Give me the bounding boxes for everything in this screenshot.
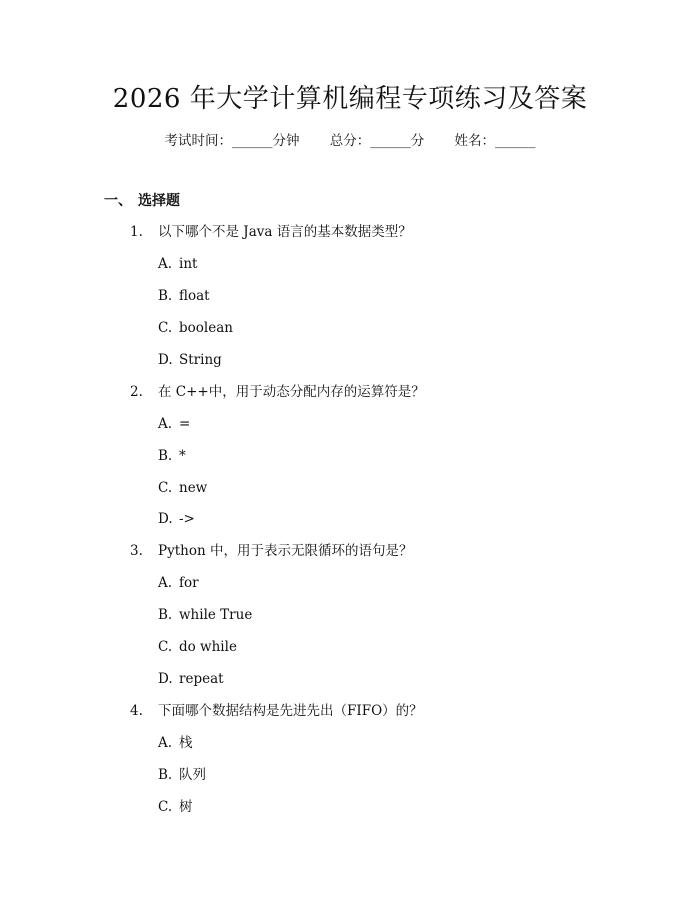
option-text: -> (179, 511, 195, 527)
option-text: boolean (179, 320, 233, 336)
page-title: 2026 年大学计算机编程专项练习及答案 (112, 84, 588, 114)
question-text: 以下哪个不是 Java 语言的基本数据类型？ (158, 224, 412, 240)
option-text: * (179, 448, 186, 464)
option-label: D. (158, 352, 173, 368)
option-text: while True (179, 607, 253, 623)
option-label: D. (158, 671, 173, 687)
option (158, 287, 210, 305)
question-number: 1. (130, 224, 143, 240)
option-label: C. (158, 320, 173, 336)
question-text: Python 中，用于表示无限循环的语句是？ (158, 543, 413, 559)
option-text: float (179, 288, 210, 304)
option-label: C. (158, 480, 173, 496)
option-text: String (179, 352, 222, 368)
option (158, 510, 195, 528)
option (158, 479, 207, 497)
student-name-field: 姓名：______ (454, 133, 536, 149)
exam-time-field: 考试时间：______分钟 (164, 133, 300, 149)
option-text: new (179, 480, 208, 496)
section-heading (104, 192, 180, 210)
option-label: D. (158, 511, 173, 527)
section-number: 一、 (104, 193, 132, 209)
option (158, 766, 206, 784)
question (130, 383, 425, 401)
exam-meta (0, 132, 700, 150)
question (130, 702, 423, 720)
option-label: C. (158, 799, 173, 815)
option (158, 319, 233, 337)
option (158, 447, 186, 465)
option-label: C. (158, 639, 173, 655)
question-text: 在 C++中，用于动态分配内存的运算符是？ (158, 384, 425, 400)
option-text: 栈 (179, 735, 193, 751)
question (130, 542, 412, 560)
option-text: do while (179, 639, 237, 655)
option (158, 574, 199, 592)
option-text: 树 (179, 799, 193, 815)
option (158, 415, 190, 433)
option (158, 351, 222, 369)
option (158, 734, 193, 752)
option-label: B. (158, 288, 173, 304)
option-text: = (179, 416, 191, 432)
question (130, 223, 412, 241)
question-number: 4. (130, 703, 143, 719)
option-text: 队列 (179, 767, 206, 783)
option-label: B. (158, 607, 173, 623)
option-label: A. (158, 735, 173, 751)
option (158, 255, 197, 273)
option (158, 606, 252, 624)
option-label: A. (158, 256, 173, 272)
option-text: for (179, 575, 199, 591)
option-text: int (179, 256, 198, 272)
option-label: B. (158, 767, 173, 783)
option-label: B. (158, 448, 173, 464)
option-label: A. (158, 575, 173, 591)
total-score-field: 总分：______分 (329, 133, 425, 149)
option-label: A. (158, 416, 173, 432)
section-title: 选择题 (138, 193, 180, 209)
question-number: 3. (130, 543, 143, 559)
question-text: 下面哪个数据结构是先进先出（FIFO）的？ (158, 703, 423, 719)
option-text: repeat (179, 671, 224, 687)
question-number: 2. (130, 384, 143, 400)
option (158, 670, 224, 688)
option (158, 638, 237, 656)
option (158, 798, 193, 816)
